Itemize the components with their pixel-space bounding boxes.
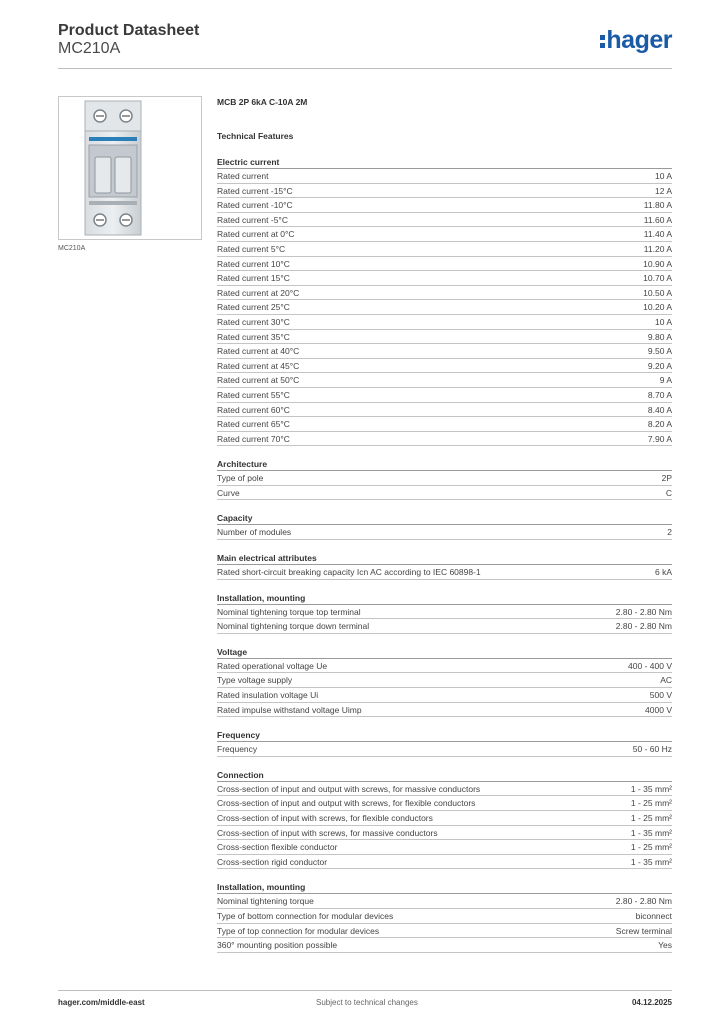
feature-row [217,300,672,315]
feature-label: Type voltage supply [217,675,293,686]
feature-value: AC [660,675,672,686]
circuit-breaker-icon [59,97,201,239]
section-title: Installation, mounting [217,592,672,605]
feature-value: 11.80 A [643,200,672,211]
feature-row [217,359,672,374]
logo-dots-icon [600,32,605,51]
feature-row [217,344,672,359]
feature-label: Rated current -10°C [217,200,293,211]
feature-label: Frequency [217,744,258,755]
feature-value: 1 - 35 mm² [630,783,672,794]
product-image [58,96,202,240]
feature-label: Rated short-circuit breaking capacity Icn AC according to IEC 60898-1 [217,567,481,578]
feature-row [217,271,672,286]
feature-label: Rated current 30°C [217,316,290,327]
section-title: Capacity [217,512,672,525]
feature-row [217,938,672,953]
feature-row [217,486,672,501]
feature-value: 7.90 A [647,433,672,444]
technical-features-title: Technical Features [217,131,294,141]
feature-row [217,909,672,924]
footer-date: 04.12.2025 [631,998,672,1007]
feature-value: biconnect [635,910,672,921]
feature-value: 11.20 A [643,243,672,254]
feature-value: 10 A [654,171,672,181]
feature-row [217,388,672,403]
feature-row [217,198,672,213]
feature-section [217,458,672,500]
feature-section [217,592,672,634]
feature-value: 50 - 60 Hz [632,744,672,755]
feature-label: Curve [217,487,240,498]
feature-value: 500 V [649,690,672,701]
feature-row [217,688,672,703]
feature-label: Cross-section of input with screws, for massive conductors [217,827,438,838]
feature-value: 2 [667,527,672,538]
feature-label: Rated current at 50°C [217,375,300,386]
feature-label: Rated current 65°C [217,419,290,430]
feature-label: Cross-section of input and output with screws, for massive conductors [217,783,481,794]
feature-label: Rated current 5°C [217,243,286,254]
footer-divider [58,990,672,991]
feature-section [217,156,672,446]
feature-section [217,512,672,540]
feature-label: Cross-section of input with screws, for flexible conductors [217,813,433,823]
feature-label: Rated insulation voltage Ui [217,690,319,701]
feature-row [217,315,672,330]
feature-row [217,703,672,718]
feature-value: 400 - 400 V [628,660,672,671]
feature-row [217,227,672,242]
feature-label: Type of top connection for modular devices [217,925,380,936]
feature-value: 2.80 - 2.80 Nm [615,606,672,617]
feature-value: Screw terminal [615,925,672,936]
feature-label: Cross-section of input and output with screws, for flexible conductors [217,798,476,809]
feature-value: 8.20 A [647,419,672,430]
feature-value: 1 - 25 mm² [630,813,672,823]
feature-section [217,552,672,580]
feature-row [217,673,672,688]
feature-label: Rated current 10°C [217,258,290,269]
feature-row [217,565,672,580]
feature-row [217,894,672,909]
header-divider [58,68,672,69]
feature-value: Yes [658,940,672,951]
feature-row [217,286,672,301]
feature-label: Rated current -15°C [217,185,293,196]
feature-section [217,881,672,952]
feature-value: 10.20 A [643,302,672,313]
feature-value: 2P [661,473,672,484]
feature-label: Type of bottom connection for modular devices [217,910,394,921]
feature-section [217,769,672,870]
feature-value: 4000 V [645,704,672,715]
section-title: Main electrical attributes [217,552,672,565]
feature-label: Nominal tightening torque top terminal [217,606,361,617]
feature-label: Rated current at 40°C [217,346,300,357]
feature-value: 1 - 25 mm² [630,842,672,853]
product-name: MCB 2P 6kA C-10A 2M [217,97,308,107]
product-reference: MC210A [58,40,121,57]
feature-row [217,796,672,811]
feature-section [217,646,672,717]
section-title: Connection [217,769,672,782]
feature-value: 9.20 A [647,360,672,371]
feature-value: 2.80 - 2.80 Nm [615,621,672,632]
feature-label: Rated current 35°C [217,331,290,342]
feature-value: 10.50 A [643,287,672,298]
feature-value: 8.70 A [647,389,672,400]
section-title: Installation, mounting [217,881,672,894]
feature-label: Rated current 60°C [217,404,290,415]
feature-label: Rated current [217,171,269,181]
feature-row [217,840,672,855]
feature-row [217,373,672,388]
feature-label: Rated current 55°C [217,389,290,400]
feature-value: 1 - 35 mm² [630,827,672,838]
feature-label: Number of modules [217,527,292,538]
section-title: Frequency [217,729,672,742]
section-title: Electric current [217,156,672,169]
feature-value: 1 - 35 mm² [630,856,672,867]
feature-row [217,257,672,272]
feature-label: Nominal tightening torque [217,896,314,907]
feature-row [217,213,672,228]
datasheet-content [217,96,672,953]
feature-row [217,855,672,870]
feature-label: Nominal tightening torque down terminal [217,621,370,632]
feature-row [217,826,672,841]
footer-website[interactable]: hager.com/middle-east [58,998,145,1007]
feature-row [217,605,672,620]
feature-label: Cross-section rigid conductor [217,856,328,867]
feature-label: 360° mounting position possible [217,940,338,951]
feature-row [217,184,672,199]
feature-row [217,330,672,345]
feature-value: 10.70 A [643,273,672,284]
feature-value: 1 - 25 mm² [630,798,672,809]
feature-value: 9.80 A [647,331,672,342]
feature-label: Rated current 15°C [217,273,290,284]
feature-row [217,169,672,184]
feature-sections [217,156,672,953]
feature-value: 9.50 A [647,346,672,357]
feature-label: Rated current at 45°C [217,360,300,371]
feature-row [217,659,672,674]
hager-logo [600,26,672,55]
feature-label: Rated current at 0°C [217,229,295,240]
feature-label: Cross-section flexible conductor [217,842,338,853]
feature-label: Rated current at 20°C [217,287,300,298]
feature-value: 10 A [654,316,672,327]
feature-value: 6 kA [654,567,672,578]
feature-row [217,782,672,797]
feature-row [217,432,672,447]
feature-row [217,471,672,486]
section-title: Architecture [217,458,672,471]
feature-value: 8.40 A [647,404,672,415]
feature-row [217,417,672,432]
feature-row [217,619,672,634]
feature-label: Rated impulse withstand voltage Uimp [217,704,362,715]
feature-row [217,924,672,939]
feature-row [217,525,672,540]
section-title: Voltage [217,646,672,659]
feature-row [217,403,672,418]
footer-note: Subject to technical changes [316,998,418,1007]
feature-row [217,811,672,826]
feature-row [217,242,672,257]
feature-label: Rated current 25°C [217,302,290,313]
feature-value: C [665,487,672,498]
feature-value: 12 A [654,185,672,196]
feature-row [217,742,672,757]
feature-value: 11.40 A [643,229,672,240]
feature-value: 11.60 A [643,214,672,225]
logo-text: hager [606,26,672,54]
feature-label: Rated current 70°C [217,433,290,444]
feature-value: 2.80 - 2.80 Nm [615,896,672,907]
feature-label: Rated operational voltage Ue [217,660,328,671]
feature-section [217,729,672,757]
feature-label: Rated current -5°C [217,214,288,225]
feature-label: Type of pole [217,473,264,484]
feature-value: 9 A [659,375,672,386]
feature-value: 10.90 A [643,258,672,269]
product-image-caption: MC210A [58,245,86,252]
page-title: Product Datasheet [58,22,200,39]
